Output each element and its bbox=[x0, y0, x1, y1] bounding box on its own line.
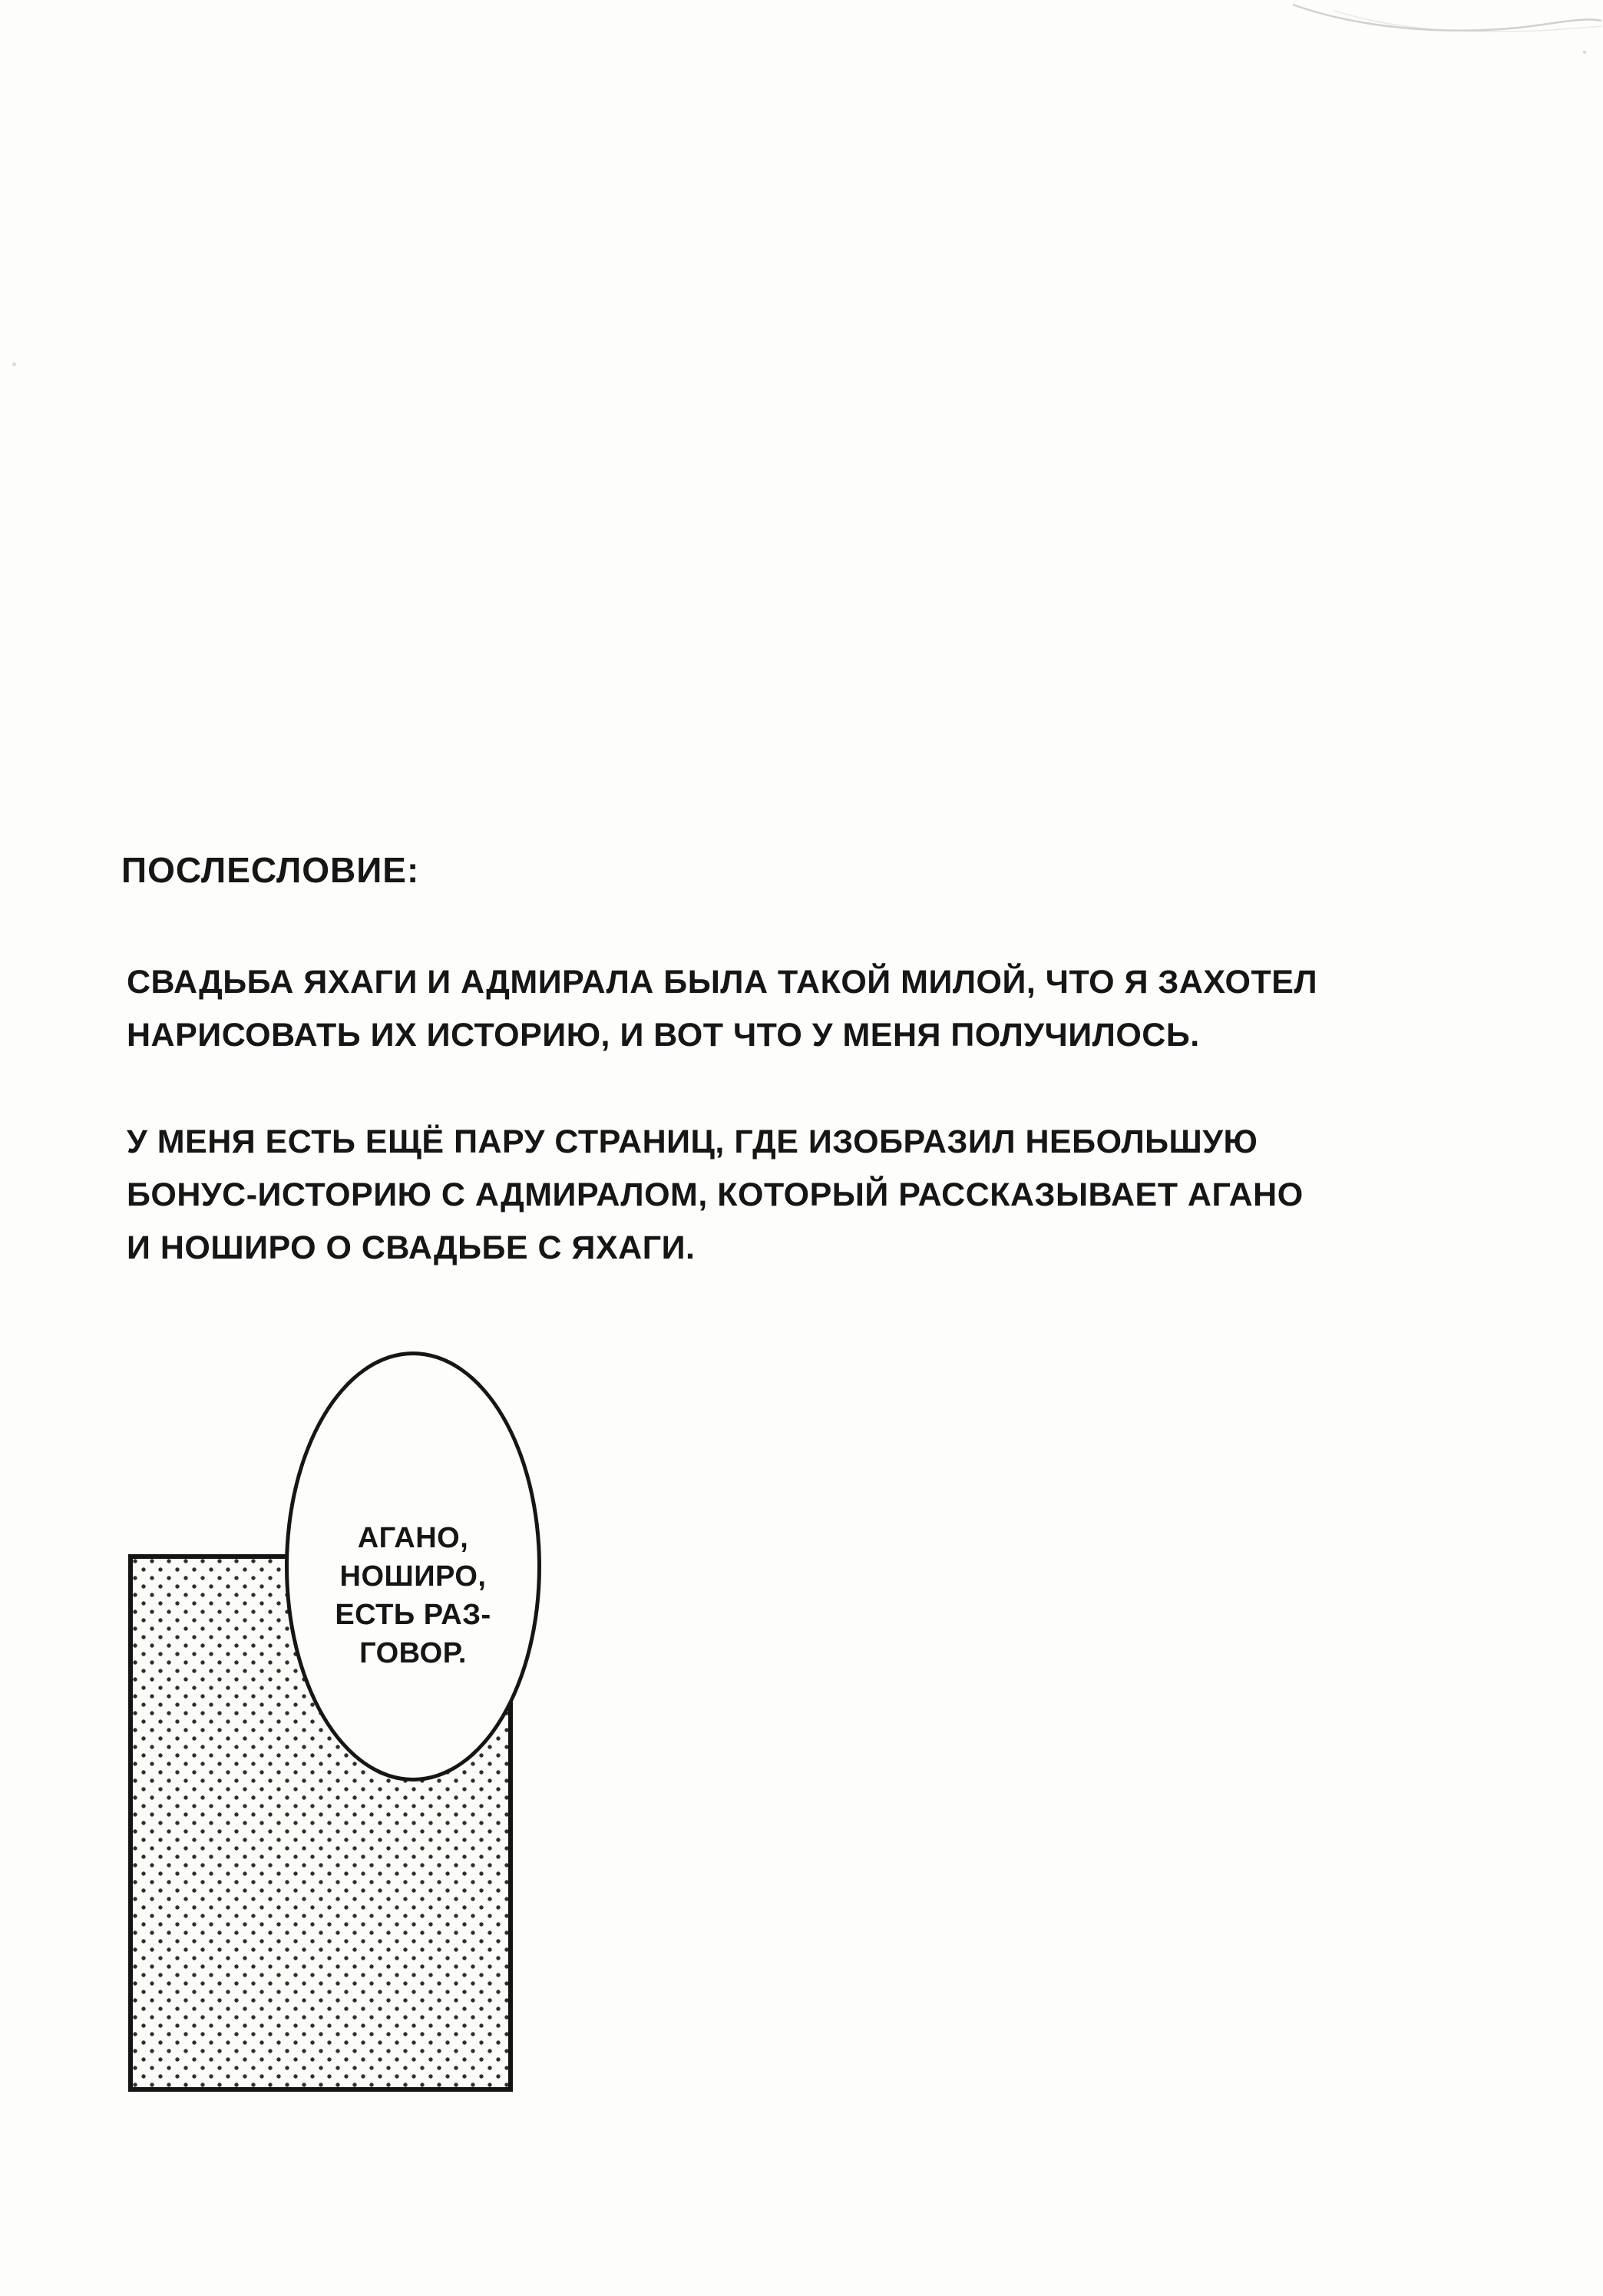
afterword-paragraph-2 bbox=[127, 1116, 1304, 1275]
bubble-line: ЕСТЬ РАЗ- bbox=[335, 1599, 491, 1631]
paragraph-line: СВАДЬБА ЯХАГИ И АДМИРАЛА БЫЛА ТАКОЙ МИЛОЙ, ЧТО Я ЗАХОТЕЛ bbox=[127, 964, 1318, 1001]
speech-bubble-text bbox=[285, 1351, 541, 1782]
paragraph-line: У МЕНЯ ЕСТЬ ЕЩЁ ПАРУ СТРАНИЦ, ГДЕ ИЗОБРАЗИЛ НЕБОЛЬШУЮ bbox=[127, 1123, 1258, 1160]
bubble-line: НОШИРО, bbox=[339, 1560, 487, 1593]
dust-speck bbox=[1583, 51, 1586, 54]
bubble-line: АГАНО, bbox=[357, 1522, 469, 1554]
dust-speck bbox=[12, 362, 16, 366]
afterword-paragraph-1 bbox=[127, 956, 1317, 1062]
bubble-line: ГОВОР. bbox=[359, 1637, 467, 1669]
paragraph-line: НАРИСОВАТЬ ИХ ИСТОРИЮ, И ВОТ ЧТО У МЕНЯ ПОЛУЧИЛОСЬ. bbox=[127, 1017, 1200, 1054]
afterword-title: ПОСЛЕСЛОВИЕ: bbox=[121, 850, 420, 890]
paragraph-line: БОНУС-ИСТОРИЮ С АДМИРАЛОМ, КОТОРЫЙ РАССКАЗЫВАЕТ АГАНО bbox=[127, 1176, 1304, 1213]
paragraph-line: И НОШИРО О СВАДЬБЕ С ЯХАГИ. bbox=[127, 1229, 696, 1266]
scan-artifact-line bbox=[1288, 0, 1603, 61]
